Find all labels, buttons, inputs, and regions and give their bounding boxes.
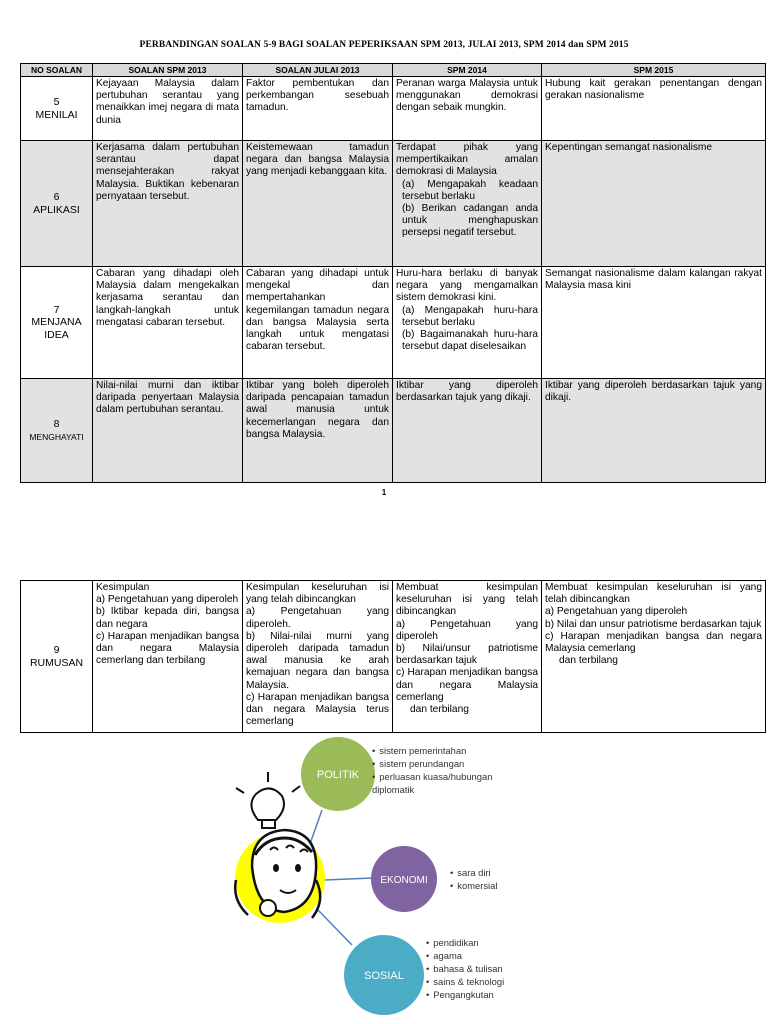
question-skill: MENGHAYATI [29,431,84,442]
cell-julai2013: Cabaran yang dihadapi untuk mengekal dan mempertahankan kegemilangan tamadun negara dan bangsa Malaysia serta langkah untuk mengatasi cabaran tersebut. [243,267,393,379]
list-item: • pendidikan [426,936,504,949]
header-spm-2014: SPM 2014 [393,64,542,77]
rumusan-line: Kesimpulan keseluruhan isi yang telah dibincangkan [246,582,389,606]
list-item: • sistem pemerintahan [372,744,512,757]
rumusan-line: Membuat kesimpulan keseluruhan isi yang telah dibincangkan [396,582,538,618]
ekonomi-label: EKONOMI [380,875,428,886]
rumusan-line: c) Harapan menjadikan bangsa dan negara Malaysia cemerlang [396,667,538,703]
cell-spm2015: Semangat nasionalisme dalam kalangan rakyat Malaysia masa kini [542,267,766,379]
sosial-list [426,936,504,1001]
question-number: 7 [53,303,60,316]
document-title: PERBANDINGAN SOALAN 5-9 BAGI SOALAN PEPERIKSAAN SPM 2013, JULAI 2013, SPM 2014 dan SPM 2015 [139,40,629,50]
question-skill: RUMUSAN [29,656,84,669]
rumusan-line: dan terbilang [559,655,618,667]
cell-spm2015: Hubung kait gerakan penentangan dengan gerakan nasionalisme [542,77,766,141]
list-item: • komersial [450,879,497,892]
politik-label: POLITIK [316,769,360,781]
list-item: • perluasan kuasa/hubungan diplomatik [372,770,512,796]
rumusan-line: a) Pengetahuan yang diperoleh [545,606,688,618]
cell-julai2013: Faktor pembentukan dan perkembangan sesebuah tamadun. [243,77,393,141]
cell-julai2013: Iktibar yang boleh diperoleh daripada pencapaian tamadun awal manusia untuk kecemerlangan negara dan bangsa Malaysia. [243,379,393,483]
rumusan-line: b) Nilai dan unsur patriotisme berdasarkan tajuk [545,618,762,630]
question-number: 6 [53,191,60,203]
ekonomi-list [450,866,497,892]
rumusan-line: c) Harapan menjadikan bangsa dan negara Malaysia cemerlang [545,630,762,655]
connector-line [325,878,372,880]
rumusan-line: dan terbilang [410,704,469,716]
rumusan-line: a) Pengetahuan yang diperoleh [96,594,239,606]
cell-spm2013: Kejayaan Malaysia dalam pertubuhan serantau yang menaikkan imej negara di mata dunia [93,77,243,141]
cell-spm2013: Nilai-nilai murni dan iktibar daripada penyertaan Malaysia dalam pertubuhan serantau. [93,379,243,483]
header-spm-2015: SPM 2015 [542,64,766,77]
rumusan-line: b) Nilai-nilai murni yang diperoleh daripada tamadun awal manusia ke arah kemajuan negara dan bangsa Malaysia. [246,630,389,691]
cell-spm2015: Iktibar yang diperoleh berdasarkan tajuk yang dikaji. [542,379,766,483]
sosial-label: SOSIAL [364,970,404,982]
rumusan-line: Membuat kesimpulan keseluruhan isi yang telah dibincangkan [545,582,762,606]
list-item: • sistem perundangan [372,757,512,770]
spm2014-part-b: (b) Berikan cadangan anda untuk menghapuskan persepsi negatif tersebut. [402,203,538,239]
list-item: • agama [426,949,504,962]
question-skill: MENILAI [35,108,78,121]
cell-spm2013: Kerjasama dalam pertubuhan serantau dapat mensejahterakan rakyat Malaysia. Buktikan kebenaran pernyataan tersebut. [93,141,243,267]
question-skill: APLIKASI [33,203,80,216]
question-number: 5 [53,96,60,108]
rumusan-line: c) Harapan menjadikan bangsa dan negara Malaysia terus cemerlang [246,691,389,728]
rumusan-line: Kesimpulan [96,582,150,593]
header-no-soalan: NO SOALAN [21,64,93,77]
spm2014-question-intro: Terdapat pihak yang mempertikaikan amalan demokrasi di Malaysia [396,142,538,178]
cell-spm2013: Cabaran yang dihadapi oleh Malaysia dalam mengekalkan kerjasama serantau dan langkah-langkah untuk mengatasi cabaran tersebut. [93,267,243,379]
cell-spm2014: Iktibar yang diperoleh berdasarkan tajuk yang dikaji. [393,379,542,483]
list-item: • Pengangkutan [426,988,504,1001]
header-julai-2013: SOALAN JULAI 2013 [243,64,393,77]
list-item: • bahasa & tulisan [426,962,504,975]
page-number: 1 [381,488,387,497]
cell-spm2015: Kepentingan semangat nasionalisme [542,141,766,267]
rumusan-line: a) Pengetahuan yang diperoleh [396,618,538,642]
rumusan-line: c) Harapan menjadikan bangsa dan negara Malaysia cemerlang dan terbilang [96,630,239,667]
question-number: 8 [53,418,60,430]
spm2014-part-b: (b) Bagaimanakah huru-hara tersebut dapat diselesaikan [402,329,538,353]
rumusan-line: a) Pengetahuan yang diperoleh. [246,606,389,630]
list-item: • sains & teknologi [426,975,504,988]
spm2014-part-a: (a) Mengapakah keadaan tersebut berlaku [402,178,538,202]
rumusan-line: b) Nilai/unsur patriotisme berdasarkan tajuk [396,643,538,667]
cell-julai2013: Keistemewaan tamadun negara dan bangsa Malaysia yang menjadi kebanggaan kita. [243,141,393,267]
header-spm-2013: SOALAN SPM 2013 [93,64,243,77]
question-skill: MENJANA IDEA [31,316,82,341]
connector-line [318,910,352,945]
politik-list [372,744,512,796]
spm2014-part-a: (a) Mengapakah huru-hara tersebut berlaku [402,304,538,328]
cell-spm2014: Peranan warga Malaysia untuk menggunakan demokrasi dengan sebaik mungkin. [393,77,542,141]
rumusan-line: b) Iktibar kepada diri, bangsa dan negara [96,606,239,630]
list-item: • sara diri [450,866,497,879]
question-number: 9 [53,644,60,656]
spm2014-question-intro: Huru-hara berlaku di banyak negara yang mengamalkan sistem demokrasi kini. [396,268,538,304]
